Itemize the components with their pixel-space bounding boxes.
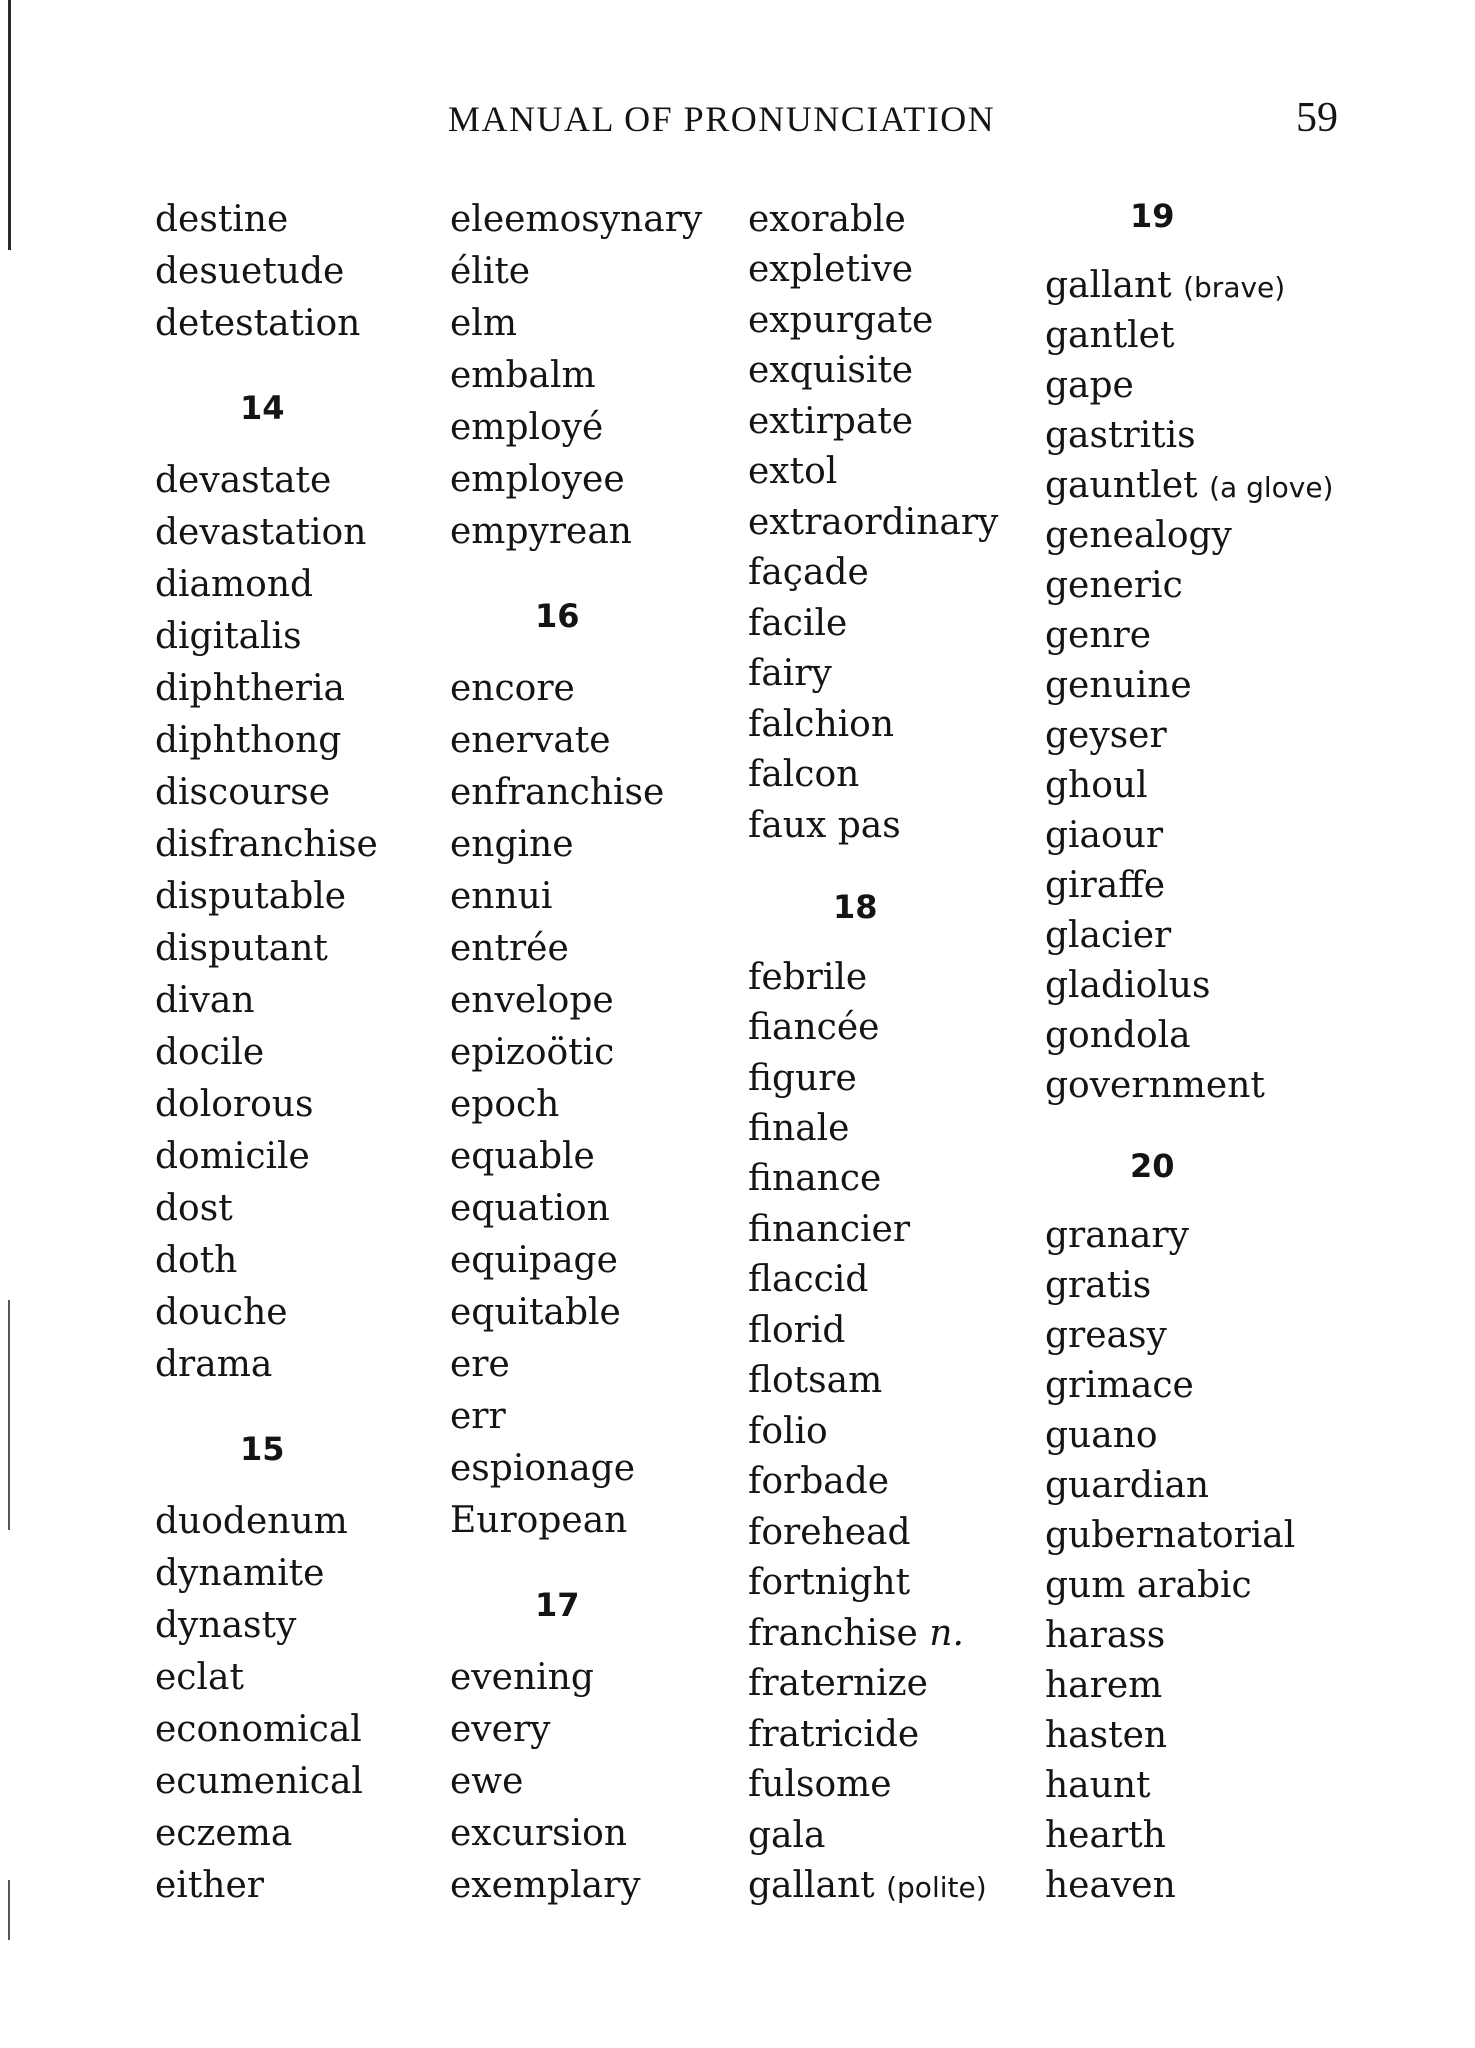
sense-note: (a glove) [1209, 471, 1334, 505]
word-text: discourse [155, 771, 331, 813]
word-entry [748, 652, 832, 696]
word-text: expurgate [748, 299, 934, 341]
word-entry [748, 1006, 879, 1050]
word-entry [155, 719, 341, 763]
word-text: ewe [450, 1760, 524, 1802]
word-text: desuetude [155, 251, 345, 293]
word-text: equitable [450, 1292, 621, 1334]
word-text: eczema [155, 1812, 293, 1854]
word-text: equation [450, 1188, 610, 1230]
word-text: generic [1045, 565, 1183, 607]
word-text: divan [155, 979, 255, 1021]
word-entry [748, 501, 998, 545]
word-entry [155, 823, 378, 867]
word-text: haunt [1045, 1765, 1151, 1807]
word-entry [1045, 1364, 1194, 1408]
word-entry [450, 1499, 627, 1543]
word-text: gallant [748, 1865, 875, 1906]
word-text: devastation [155, 511, 367, 553]
word-text: exorable [748, 199, 906, 240]
word-entry [155, 1031, 264, 1075]
word-text: eleemosynary [450, 199, 703, 240]
word-text: drama [155, 1344, 273, 1386]
word-text: disfranchise [155, 823, 378, 865]
word-text: detestation [155, 303, 361, 345]
word-text: espionage [450, 1448, 636, 1490]
word-text: exemplary [450, 1865, 641, 1906]
part-of-speech: n. [929, 1612, 964, 1654]
word-text: fortnight [748, 1562, 911, 1604]
word-entry [1045, 1814, 1166, 1858]
word-text: either [155, 1865, 264, 1906]
word-text: fairy [748, 653, 832, 695]
word-entry [155, 1135, 310, 1179]
word-text: fiancée [748, 1007, 880, 1049]
word-text: ere [450, 1344, 510, 1386]
word-entry [1045, 464, 1333, 510]
word-entry [155, 1864, 264, 1908]
word-text: domicile [155, 1136, 310, 1178]
word-entry [155, 1500, 348, 1544]
word-entry [748, 1258, 868, 1302]
word-text: European [450, 1500, 628, 1542]
word-text: gape [1045, 365, 1134, 407]
word-text: dolorous [155, 1084, 314, 1126]
word-text: envelope [450, 979, 614, 1021]
word-entry [1045, 614, 1151, 658]
word-text: greasy [1045, 1315, 1167, 1357]
word-entry [155, 250, 344, 294]
word-text: florid [748, 1309, 846, 1351]
word-text: embalm [450, 355, 596, 397]
word-text: façade [748, 552, 869, 594]
page-binding-edge [8, 1880, 10, 1940]
word-entry [1045, 1314, 1167, 1358]
word-entry [450, 1812, 627, 1856]
word-entry [155, 771, 330, 815]
word-text: faux pas [748, 804, 901, 846]
word-entry [450, 1343, 510, 1387]
word-entry [1045, 364, 1134, 408]
word-text: douche [155, 1292, 288, 1334]
word-text: diphthong [155, 719, 342, 761]
word-entry [450, 979, 614, 1023]
word-entry [1045, 864, 1165, 908]
word-entry [748, 1460, 889, 1504]
word-text: doth [155, 1240, 238, 1282]
word-entry [155, 979, 255, 1023]
word-entry [450, 1291, 621, 1335]
word-text: entrée [450, 927, 569, 969]
word-text: extol [748, 451, 838, 493]
word-text: gondola [1045, 1014, 1191, 1056]
word-entry [450, 1187, 610, 1231]
page-binding-edge [8, 1300, 10, 1530]
word-text: err [450, 1396, 506, 1438]
word-text: exquisite [748, 350, 914, 392]
word-entry [748, 804, 901, 848]
sense-note: (polite) [886, 1871, 987, 1904]
word-text: equable [450, 1136, 595, 1178]
word-entry [1045, 1614, 1165, 1658]
word-entry [748, 1309, 845, 1353]
word-entry [450, 927, 569, 971]
word-entry [1045, 514, 1232, 558]
word-entry [155, 1812, 292, 1856]
word-text: finance [748, 1158, 882, 1200]
section-number: 14 [240, 388, 285, 427]
word-text: excursion [450, 1812, 628, 1854]
word-entry [1045, 1664, 1162, 1708]
word-entry [748, 299, 933, 343]
word-text: facile [748, 602, 848, 644]
word-entry [155, 615, 302, 659]
word-entry [748, 248, 913, 292]
word-entry [748, 1359, 882, 1403]
word-text: extirpate [748, 400, 914, 442]
word-entry [155, 1291, 288, 1335]
word-text: expletive [748, 249, 914, 291]
word-text: gastritis [1045, 415, 1196, 457]
word-entry [155, 1187, 233, 1231]
word-text: epizoötic [450, 1032, 615, 1073]
section-number: 20 [1130, 1147, 1175, 1186]
word-text: diphtheria [155, 667, 345, 709]
word-entry [155, 1708, 362, 1752]
word-entry [748, 198, 906, 242]
word-entry [1045, 914, 1171, 958]
word-entry [450, 406, 603, 450]
word-entry [1045, 414, 1196, 458]
word-text: hearth [1045, 1815, 1166, 1857]
word-text: employee [450, 459, 625, 501]
word-text: falcon [748, 754, 860, 796]
word-text: élite [450, 251, 531, 293]
word-text: granary [1045, 1215, 1189, 1257]
word-text: harem [1045, 1665, 1163, 1707]
word-text: guano [1045, 1415, 1158, 1457]
word-text: gratis [1045, 1265, 1152, 1307]
word-text: economical [155, 1708, 362, 1750]
word-text: dynasty [155, 1604, 297, 1646]
word-entry [450, 1135, 595, 1179]
word-entry [1045, 1514, 1295, 1558]
word-entry [450, 458, 625, 502]
word-text: heaven [1045, 1865, 1176, 1906]
word-text: fratricide [748, 1713, 920, 1755]
word-entry [155, 198, 288, 242]
word-text: government [1045, 1064, 1265, 1106]
word-entry [748, 1713, 919, 1757]
word-entry [155, 459, 331, 503]
word-entry [1045, 1714, 1167, 1758]
word-text: forbade [748, 1461, 890, 1503]
word-entry [450, 198, 702, 242]
word-text: harass [1045, 1615, 1166, 1657]
word-text: giraffe [1045, 864, 1166, 906]
word-text: finale [748, 1108, 850, 1149]
word-entry [450, 1239, 618, 1283]
page-number: 59 [1296, 95, 1338, 141]
word-entry [748, 1107, 849, 1151]
word-text: folio [748, 1410, 828, 1452]
word-text: falchion [748, 703, 895, 745]
word-text: dynamite [155, 1552, 325, 1594]
word-entry [450, 823, 574, 867]
word-text: ecumenical [155, 1760, 363, 1802]
word-entry [155, 302, 360, 346]
word-entry [155, 875, 346, 919]
section-number: 18 [833, 887, 878, 926]
word-text: hasten [1045, 1715, 1168, 1757]
word-entry [748, 450, 837, 494]
word-text: gubernatorial [1045, 1515, 1296, 1557]
word-entry [748, 602, 847, 646]
word-entry [450, 875, 552, 919]
word-entry [450, 1656, 594, 1700]
word-entry [1045, 1564, 1252, 1608]
word-entry [1045, 1764, 1151, 1808]
running-title: MANUAL OF PRONUNCIATION [448, 99, 996, 139]
word-text: genuine [1045, 665, 1192, 707]
word-entry [450, 667, 575, 711]
word-entry [1045, 1864, 1176, 1908]
word-text: digitalis [155, 615, 302, 657]
word-entry [155, 1760, 363, 1804]
word-entry [1045, 564, 1183, 608]
word-text: duodenum [155, 1500, 348, 1542]
word-text: evening [450, 1656, 594, 1698]
word-entry [1045, 814, 1163, 858]
word-text: glacier [1045, 914, 1172, 956]
word-entry [155, 1343, 272, 1387]
word-text: genealogy [1045, 515, 1232, 557]
word-text: engine [450, 823, 574, 865]
word-entry [155, 563, 313, 607]
word-text: extraordinary [748, 501, 999, 543]
word-entry [748, 1208, 910, 1252]
word-text: enfranchise [450, 771, 665, 813]
word-text: franchise [748, 1612, 918, 1654]
word-text: destine [155, 199, 289, 240]
word-entry [450, 1447, 635, 1491]
word-entry [155, 1604, 296, 1648]
word-text: forehead [748, 1511, 911, 1553]
word-text: gladiolus [1045, 964, 1211, 1006]
word-entry [1045, 1414, 1158, 1458]
word-text: disputant [155, 927, 328, 969]
word-entry [748, 1612, 964, 1656]
word-text: financier [748, 1208, 911, 1250]
word-entry [155, 667, 345, 711]
word-text: gauntlet [1045, 465, 1198, 507]
word-text: encore [450, 667, 575, 709]
word-text: dost [155, 1188, 233, 1230]
word-text: figure [748, 1057, 857, 1099]
word-entry [450, 1760, 523, 1804]
word-text: docile [155, 1032, 265, 1073]
word-entry [155, 511, 366, 555]
section-number: 15 [240, 1429, 285, 1468]
word-entry [450, 771, 664, 815]
word-entry [155, 1552, 324, 1596]
word-entry [748, 1157, 881, 1201]
word-entry [450, 1395, 506, 1439]
word-entry [1045, 1064, 1265, 1108]
word-text: febrile [748, 956, 868, 998]
word-text: employé [450, 407, 604, 449]
word-text: eclat [155, 1656, 244, 1698]
word-entry [450, 250, 530, 294]
word-entry [1045, 764, 1148, 808]
word-entry [748, 1410, 828, 1454]
word-entry [155, 1656, 244, 1700]
word-text: genre [1045, 615, 1152, 657]
word-entry [450, 302, 517, 346]
section-number: 17 [535, 1585, 580, 1624]
word-entry [748, 551, 869, 595]
word-text: grimace [1045, 1365, 1194, 1407]
word-text: fraternize [748, 1663, 928, 1705]
word-entry [450, 1083, 559, 1127]
word-entry [450, 719, 611, 763]
word-entry [748, 1814, 825, 1858]
section-number: 16 [535, 596, 580, 635]
word-entry [1045, 964, 1210, 1008]
word-entry [748, 1561, 910, 1605]
word-entry [748, 956, 867, 1000]
word-entry [748, 1057, 857, 1101]
word-text: every [450, 1708, 551, 1750]
section-number: 19 [1130, 197, 1175, 235]
word-text: epoch [450, 1084, 560, 1126]
word-entry [450, 1708, 551, 1752]
word-entry [450, 354, 596, 398]
word-entry [155, 1083, 313, 1127]
word-text: flotsam [748, 1360, 883, 1402]
word-text: geyser [1045, 715, 1167, 757]
word-entry [748, 753, 859, 797]
word-entry [1045, 1014, 1191, 1058]
word-text: diamond [155, 563, 314, 605]
word-entry [748, 400, 913, 444]
word-entry [748, 1763, 892, 1807]
word-text: empyrean [450, 511, 632, 553]
word-text: disputable [155, 875, 347, 917]
word-entry [748, 349, 913, 393]
word-entry [748, 1511, 911, 1555]
word-entry [748, 1662, 928, 1706]
word-entry [450, 510, 632, 554]
word-text: guardian [1045, 1465, 1210, 1507]
word-text: enervate [450, 719, 611, 761]
sense-note: (brave) [1183, 271, 1286, 305]
word-entry [1045, 314, 1174, 358]
word-text: flaccid [748, 1259, 869, 1301]
word-entry [748, 1864, 987, 1910]
word-entry [1045, 1464, 1209, 1508]
word-entry [1045, 664, 1192, 708]
word-text: gantlet [1045, 315, 1175, 357]
page-binding-edge [8, 0, 11, 250]
word-text: gallant [1045, 265, 1172, 307]
word-text: ennui [450, 875, 553, 917]
word-text: equipage [450, 1240, 618, 1282]
word-entry [155, 1239, 237, 1283]
word-text: fulsome [748, 1764, 892, 1806]
word-entry [748, 703, 894, 747]
word-text: giaour [1045, 815, 1164, 857]
word-entry [1045, 1264, 1151, 1308]
word-text: gum arabic [1045, 1565, 1252, 1607]
word-entry [1045, 1214, 1189, 1258]
word-text: gala [748, 1814, 826, 1856]
word-entry [450, 1864, 641, 1908]
word-text: ghoul [1045, 765, 1148, 807]
word-text: devastate [155, 459, 332, 501]
word-entry [155, 927, 328, 971]
word-entry [450, 1031, 614, 1075]
word-entry [1045, 264, 1285, 310]
word-entry [1045, 714, 1167, 758]
word-text: elm [450, 303, 517, 345]
